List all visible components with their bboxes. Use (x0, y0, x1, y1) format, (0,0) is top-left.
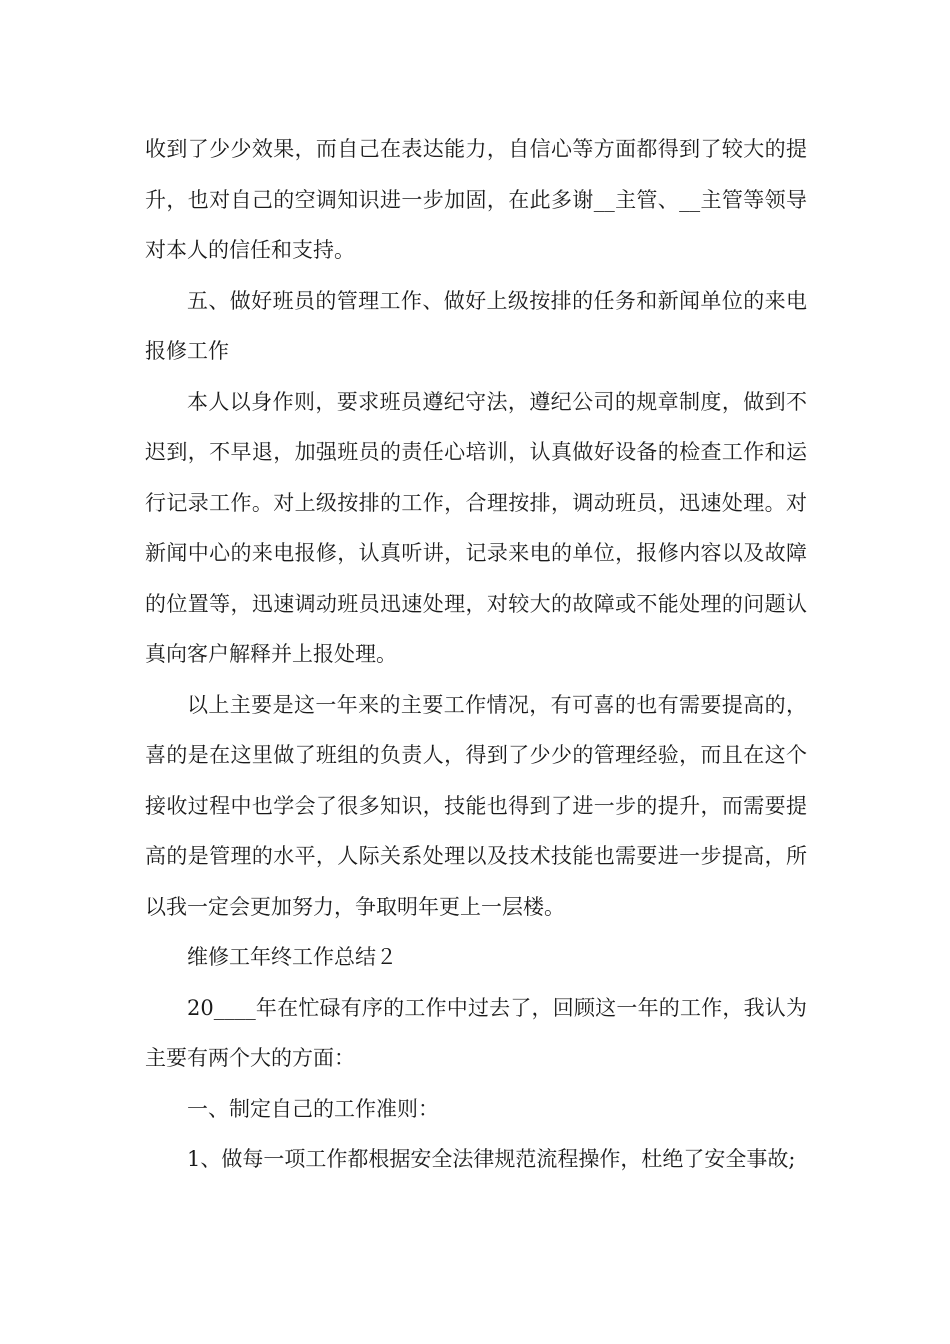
section-heading-1: 一、制定自己的工作准则： (187, 1096, 439, 1121)
paragraph-summary: 以上主要是这一年来的主要工作情况，有可喜的也有需要提高的，喜的是在这里做了班组的负责人，得到了少少的管理经验，而且在这个接收过程中也学会了很多知识，技能也得到了进一步的提升，而需要提高的是管理的水平，人际关系处理以及技术技能也需要进一步提高，所以我一定会更加努力，争取明年更上一层楼。 (145, 692, 807, 919)
paragraph-continued: 收到了少少效果，而自己在表达能力，自信心等方面都得到了较大的提升，也对自己的空调知识进一步加固，在此多谢__主管、__主管等领导对本人的信任和支持。 (145, 137, 807, 262)
document-subtitle: 维修工年终工作总结２ (187, 945, 397, 969)
paragraph-team-management: 本人以身作则，要求班员遵纪守法，遵纪公司的规章制度，做到不迟到，不早退，加强班员的责任心培训，认真做好设备的检查工作和运行记录工作。对上级按排的工作，合理按排，调动班员，迅速处理。对新闻中心的来电报修，认真听讲，记录来电的单位，报修内容以及故障的位置等，迅速调动班员迅速处理，对较大的故障或不能处理的问题认真向客户解释并上报处理。 (145, 389, 807, 666)
paragraph-year-review: 20____年在忙碌有序的工作中过去了，回顾这一年的工作，我认为主要有两个大的方面： (145, 995, 807, 1070)
list-item-1: 1、做每一项工作都根据安全法律规范流程操作，杜绝了安全事故; (187, 1147, 796, 1171)
document-body (145, 124, 807, 1185)
section-heading-5: 五、做好班员的管理工作、做好上级按排的任务和新闻单位的来电报修工作 (145, 288, 807, 363)
